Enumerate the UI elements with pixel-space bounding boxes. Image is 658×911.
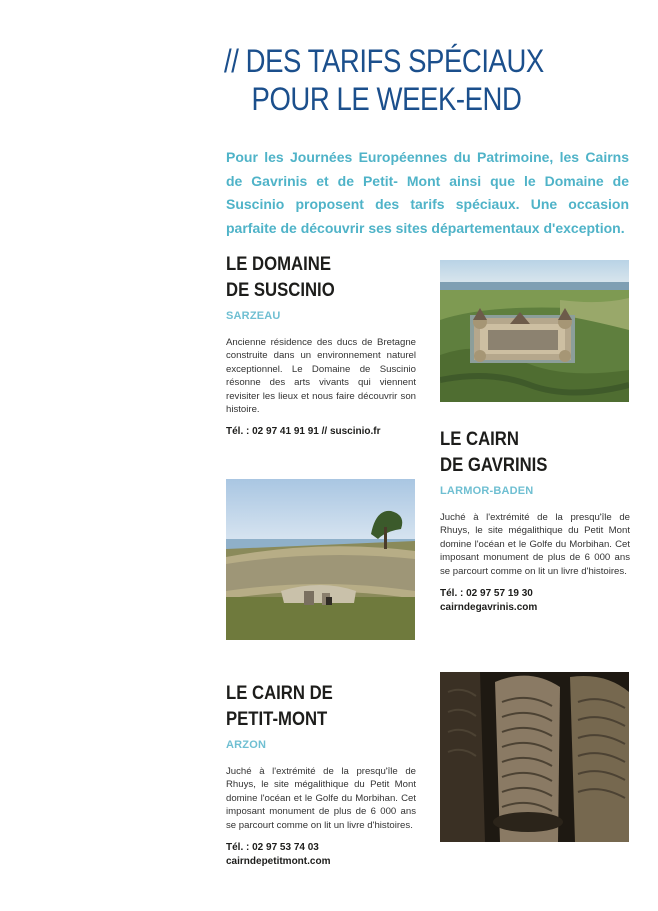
section-gavrinis [440, 427, 630, 615]
page-title-line-2: POUR LE WEEK-END [251, 81, 522, 117]
suscinio-castle-photo [440, 260, 629, 402]
page-title-line-1: // DES TARIFS SPÉCIAUX [224, 43, 544, 79]
gavrinis-heading-line-2: DE GAVRINIS [440, 455, 548, 476]
section-suscinio [226, 252, 416, 439]
suscinio-heading-line-2: DE SUSCINIO [226, 280, 335, 301]
petitmont-description: Juché à l'extrémité de la presqu'île de Rhuys, le site mégalithique du Petit Mont domine l'océan et le Golfe du Morbihan. Cet imposant monument de plus de 6 000 ans se parcourt comme on lit un livre d'histoires. [226, 766, 416, 831]
section-petitmont [226, 681, 416, 869]
page-title [224, 42, 568, 118]
suscinio-heading [226, 252, 393, 304]
gavrinis-contact-web: cairndegavrinis.com [440, 602, 538, 614]
petitmont-engraved-stones-photo [440, 672, 629, 842]
gavrinis-contact [440, 587, 630, 615]
suscinio-contact [226, 425, 416, 439]
petitmont-heading-line-2: PETIT-MONT [226, 709, 328, 730]
gavrinis-heading-line-1: LE CAIRN [440, 429, 519, 450]
petitmont-contact [226, 841, 416, 869]
gavrinis-description: Juché à l'extrémité de la presqu'île de Rhuys, le site mégalithique du Petit Mont domine l'océan et le Golfe du Morbihan. Cet imposant monument de plus de 6 000 ans se parcourt comme on lit un livre d'histoires. [440, 512, 630, 577]
suscinio-heading-line-1: LE DOMAINE [226, 254, 331, 275]
petitmont-contact-web: cairndepetitmont.com [226, 856, 331, 868]
suscinio-location: SARZEAU [226, 310, 281, 322]
gavrinis-heading [440, 427, 607, 479]
gavrinis-contact-tel: Tél. : 02 97 57 19 30 [440, 588, 533, 600]
petitmont-contact-tel: Tél. : 02 97 53 74 03 [226, 842, 319, 854]
suscinio-contact-line: Tél. : 02 97 41 91 91 // suscinio.fr [226, 426, 381, 438]
gavrinis-cairn-photo [226, 479, 415, 640]
petitmont-heading [226, 681, 393, 733]
gavrinis-location: LARMOR-BADEN [440, 485, 534, 497]
suscinio-description: Ancienne résidence des ducs de Bretagne construite dans un environnement naturel exceptionnel. Le Domaine de Suscinio résonne des arts vivants qui viennent revisiter les lieux et nous faire découvrir son histoire. [226, 337, 416, 416]
petitmont-heading-line-1: LE CAIRN DE [226, 683, 333, 704]
petitmont-location: ARZON [226, 739, 267, 751]
intro-paragraph: Pour les Journées Européennes du Patrimoine, les Cairns de Gavrinis et de Petit- Mont ainsi que le Domaine de Suscinio proposent des tarifs spéciaux. Une occasion parfaite de découvrir ses sites départementaux d'exception. [226, 149, 629, 236]
